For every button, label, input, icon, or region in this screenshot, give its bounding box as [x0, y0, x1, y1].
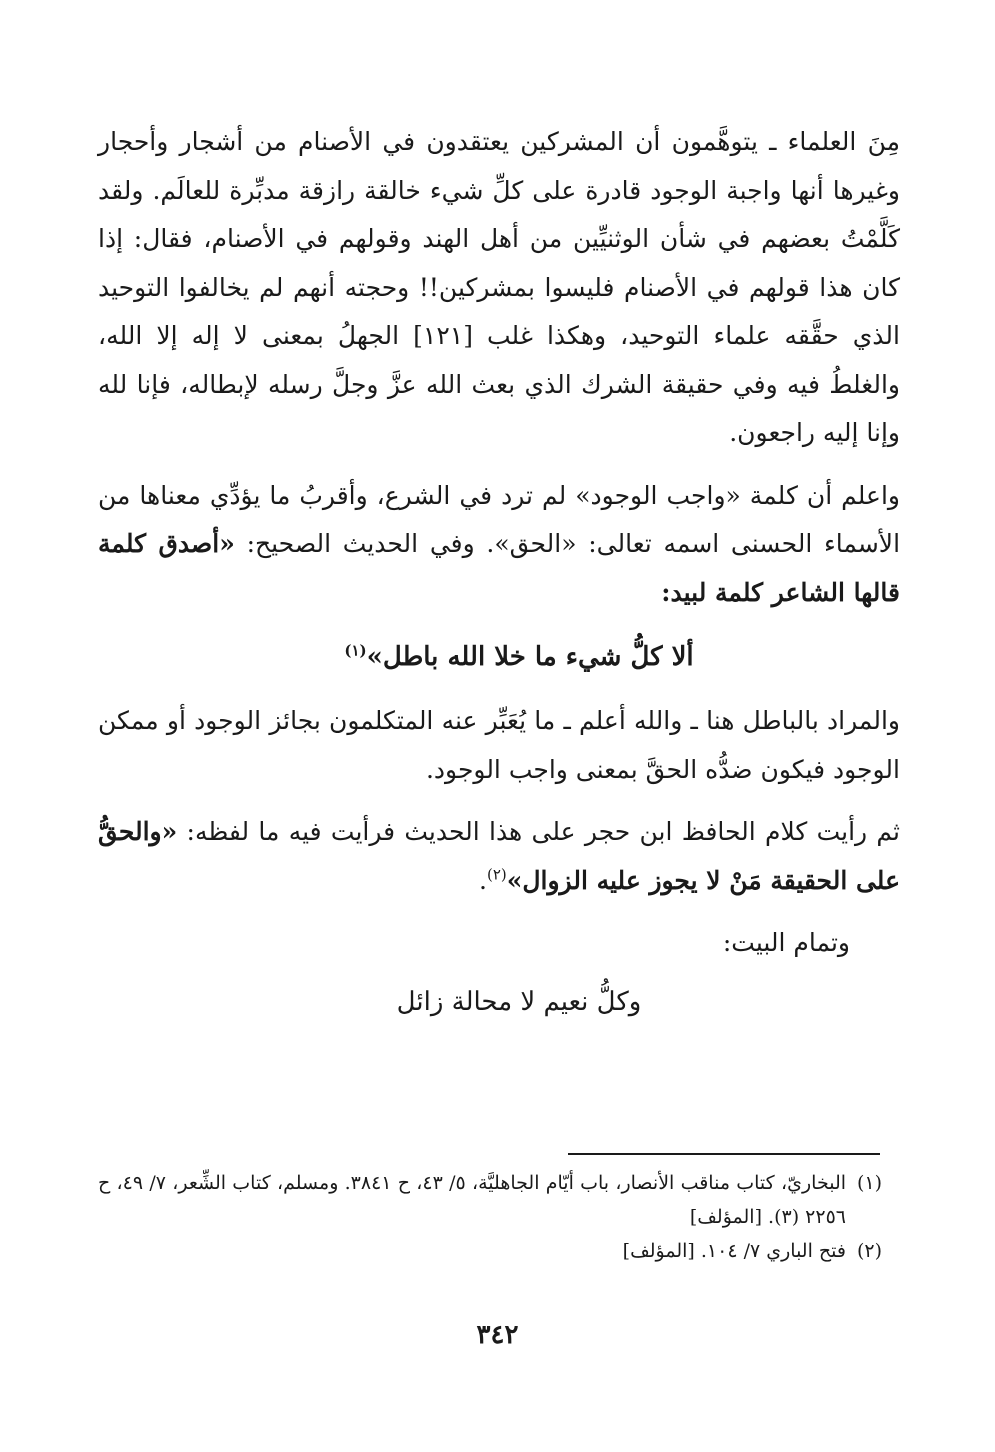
paragraph-4 [98, 808, 900, 905]
verse-line-2: وكلُّ نعيم لا محالة زائل [396, 986, 642, 1017]
footnote-2-number: (٢) [856, 1240, 882, 1262]
footnotes [98, 1166, 882, 1268]
footnote-2-text: فتح الباري ٧/ ١٠٤. [المؤلف] [622, 1240, 846, 1262]
verse-line-1 [98, 631, 900, 683]
paragraph-4-text: ثم رأيت كلام الحافظ ابن حجر على هذا الحديث فرأيت فيه ما لفظه: [186, 817, 900, 846]
paragraph-4-quote: «والحقُّ على الحقيقة مَنْ لا يجوز عليه الزوال» [98, 817, 900, 895]
paragraph-5: وتمام البيت: [722, 928, 850, 957]
footnote-ref-1: (١) [344, 641, 367, 660]
paragraph-2-quote: «أصدق كلمة قالها الشاعر كلمة لبيد: [98, 529, 900, 607]
page-number: ٣٤٢ [476, 1320, 519, 1350]
footnote-1-text: البخاريّ، كتاب مناقب الأنصار، باب أيّام الجاهليَّة، ٥/ ٤٣، ح ٣٨٤١. ومسلم، كتاب الشِّعر، ٧/ ٤٩، ح ٢٢٥٦ (٣). [المؤلف] [98, 1172, 847, 1228]
paragraph-3: والمراد بالباطل هنا ـ والله أعلم ـ ما يُعَبِّر عنه المتكلمون بجائز الوجود أو ممكن الوجود فيكون ضدُّه الحقَّ بمعنى واجب الوجود. [98, 706, 900, 784]
footnote-1 [98, 1166, 882, 1234]
footnote-ref-2: (٢) [486, 865, 507, 884]
paragraph-1: مِنَ العلماء ـ يتوهَّمون أن المشركين يعتقدون في الأصنام من أشجار وأحجار وغيرها أنها واجبة الوجود قادرة على كلِّ شيء خالقة رازقة مدبِّرة للعالَم. ولقد كَلَّمْتُ بعضهم في شأن الوثنيِّين من أهل الهند وقولهم في الأصنام، فقال: إذا كان هذا قولهم في الأصنام فليسوا بمشركين!! وحجته أنهم لم يخالفوا التوحيد الذي حقَّقه علماء التوحيد، وهكذا غلب [١٢١] الجهلُ بمعنى لا إله إلا الله، والغلطُ فيه وفي حقيقة الشرك الذي بعث الله عزَّ وجلَّ رسله لإبطاله، فإنا لله وإنا إليه راجعون. [98, 127, 900, 447]
paragraph-2 [98, 472, 900, 618]
footnote-1-number: (١) [856, 1172, 882, 1194]
paragraph-4-end: . [479, 865, 487, 895]
verse-1-text: ألا كلُّ شيء ما خلا الله باطل» [366, 642, 694, 672]
main-text [98, 118, 900, 1026]
footnote-divider [568, 1153, 880, 1155]
footnote-2 [98, 1234, 882, 1268]
paragraph-2-text: واعلم أن كلمة «واجب الوجود» لم ترد في الشرع، وأقربُ ما يؤدِّي معناها من الأسماء الحسنى اسمه تعالى: «الحق». وفي الحديث الصحيح: [98, 480, 901, 558]
